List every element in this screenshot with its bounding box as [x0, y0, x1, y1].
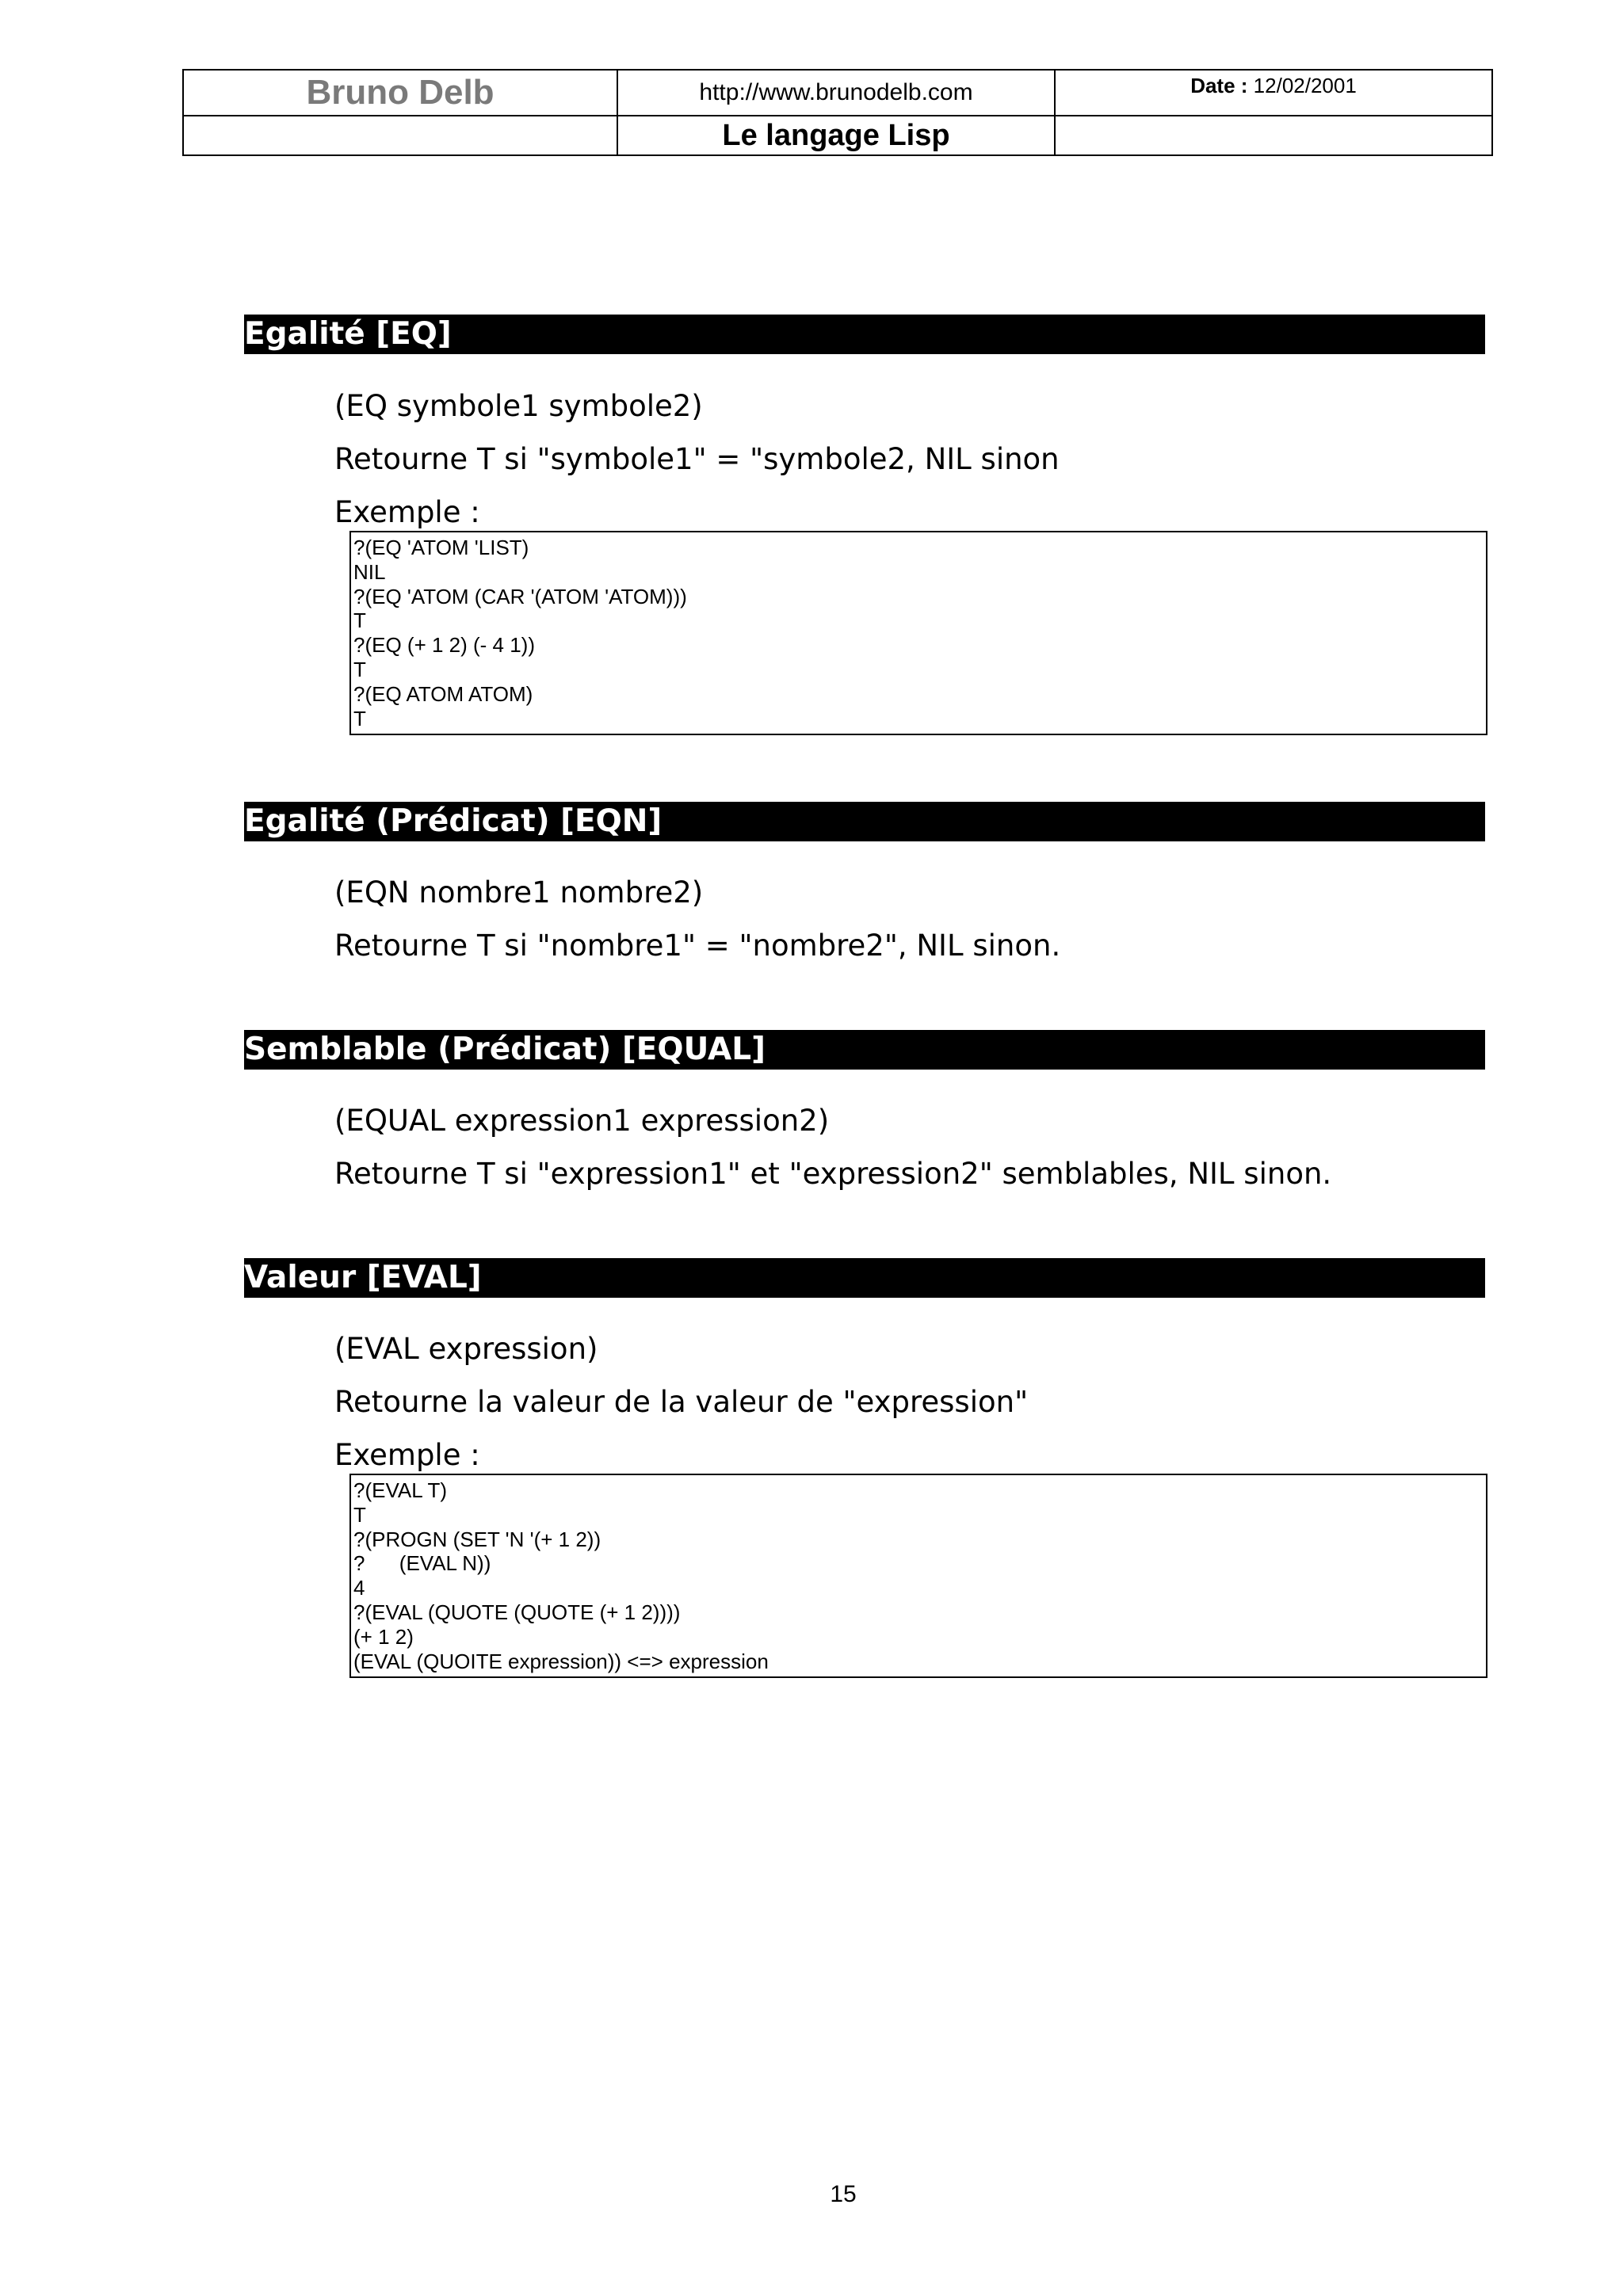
code-line: 4: [353, 1576, 365, 1600]
eq-description: Retourne T si "symbole1" = "symbole2, NIL sinon: [334, 442, 1060, 476]
code-line: T: [353, 657, 366, 681]
header-date-value: 12/02/2001: [1253, 74, 1357, 97]
eq-syntax: (EQ symbole1 symbole2): [334, 389, 703, 423]
page-header: [182, 69, 1493, 156]
section-heading-equal: Semblable (Prédicat) [EQUAL]: [244, 1030, 1485, 1070]
header-author: Bruno Delb: [183, 70, 617, 116]
code-line: ?(EQ 'ATOM 'LIST): [353, 536, 529, 559]
eq-example-label: Exemple :: [334, 495, 480, 529]
header-empty-right: [1055, 116, 1492, 155]
equal-description: Retourne T si "expression1" et "expression2" semblables, NIL sinon.: [334, 1157, 1332, 1191]
code-line: (+ 1 2): [353, 1624, 414, 1649]
code-line: (EVAL (QUOITE expression)) <=> expression: [353, 1649, 769, 1673]
equal-syntax: (EQUAL expression1 expression2): [334, 1104, 830, 1138]
code-line: T: [353, 1502, 366, 1527]
code-line: ? (EVAL N)): [353, 1551, 491, 1576]
eqn-syntax: (EQN nombre1 nombre2): [334, 875, 704, 910]
code-line: NIL: [353, 559, 386, 584]
code-line: T: [353, 608, 366, 633]
header-date-label: Date :: [1190, 74, 1248, 97]
code-line: ?(EQ 'ATOM (CAR '(ATOM 'ATOM))): [353, 584, 687, 608]
page-number: 15: [830, 2181, 857, 2207]
header-url: http://www.brunodelb.com: [617, 70, 1055, 116]
header-document-title: Le langage Lisp: [617, 116, 1055, 155]
eval-description: Retourne la valeur de la valeur de "expression": [334, 1385, 1029, 1419]
code-line: T: [353, 706, 366, 730]
eq-code-example: [349, 531, 1487, 735]
section-heading-eqn: Egalité (Prédicat) [EQN]: [244, 802, 1485, 841]
code-line: ?(EQ (+ 1 2) (- 4 1)): [353, 633, 535, 658]
section-heading-eq: Egalité [EQ]: [244, 315, 1485, 354]
eval-syntax: (EVAL expression): [334, 1332, 598, 1366]
code-line: ?(EVAL (QUOTE (QUOTE (+ 1 2)))): [353, 1600, 681, 1624]
header-empty-left: [183, 116, 617, 155]
eval-code-example: [349, 1474, 1487, 1678]
eval-example-label: Exemple :: [334, 1438, 480, 1472]
header-date: [1055, 70, 1492, 116]
section-heading-eval: Valeur [EVAL]: [244, 1258, 1485, 1298]
code-line: ?(EVAL T): [353, 1478, 448, 1502]
code-line: ?(PROGN (SET 'N '(+ 1 2)): [353, 1527, 601, 1551]
eqn-description: Retourne T si "nombre1" = "nombre2", NIL sinon.: [334, 929, 1061, 963]
code-line: ?(EQ ATOM ATOM): [353, 681, 533, 706]
